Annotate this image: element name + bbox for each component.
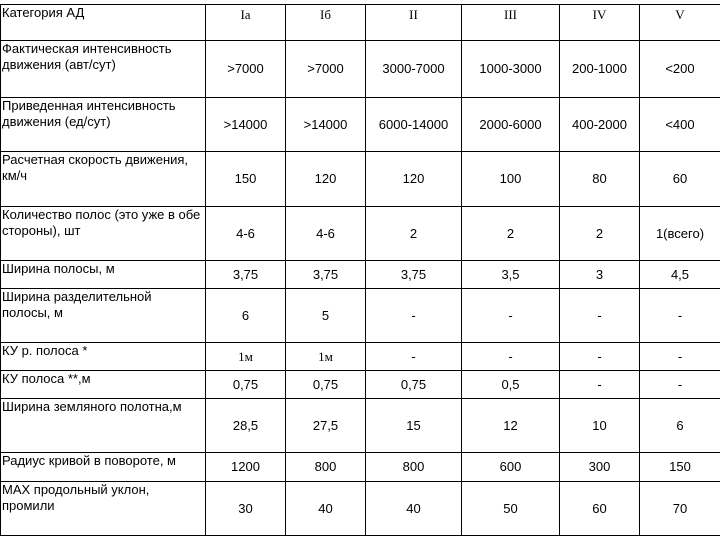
table-row [1, 207, 720, 261]
table-cell: 1(всего) [640, 207, 720, 261]
table-cell: 800 [286, 453, 366, 482]
table-cell: 300 [560, 453, 640, 482]
table-cell: 0,75 [286, 371, 366, 399]
table-cell: 0,75 [366, 371, 462, 399]
table-cell: 2 [462, 207, 560, 261]
table-row [1, 482, 720, 536]
table-cell: 3,75 [286, 261, 366, 289]
table-cell: 6000-14000 [366, 98, 462, 152]
table-cell: 80 [560, 152, 640, 207]
header-cell: IV [560, 5, 640, 41]
row-label: Ширина разделительной полосы, м [1, 289, 206, 343]
table-cell: >14000 [286, 98, 366, 152]
row-label: Ширина полосы, м [1, 261, 206, 289]
row-label: Фактическая интенсивность движения (авт/сут) [1, 41, 206, 98]
table-row [1, 261, 720, 289]
table-cell: 60 [640, 152, 720, 207]
table-cell: 40 [366, 482, 462, 536]
row-label: Расчетная скорость движения, км/ч [1, 152, 206, 207]
table-cell: 60 [560, 482, 640, 536]
table-cell: - [462, 343, 560, 371]
table-cell: 3000-7000 [366, 41, 462, 98]
table-cell: 1000-3000 [462, 41, 560, 98]
table-row [1, 399, 720, 453]
row-label: Радиус кривой в повороте, м [1, 453, 206, 482]
table-cell: <200 [640, 41, 720, 98]
table-cell: 3,5 [462, 261, 560, 289]
table-cell: 70 [640, 482, 720, 536]
table-cell: - [462, 289, 560, 343]
table-cell: 28,5 [206, 399, 286, 453]
table-cell: 6 [206, 289, 286, 343]
table-row [1, 343, 720, 371]
table-cell: 1м [286, 343, 366, 371]
row-label: КУ р. полоса * [1, 343, 206, 371]
table-row [1, 289, 720, 343]
table-row [1, 453, 720, 482]
table-cell: 800 [366, 453, 462, 482]
header-cell: III [462, 5, 560, 41]
table-cell: - [560, 343, 640, 371]
table-cell: - [560, 371, 640, 399]
table-cell: 100 [462, 152, 560, 207]
table-cell: 40 [286, 482, 366, 536]
row-label: Ширина земляного полотна,м [1, 399, 206, 453]
table-cell: 1200 [206, 453, 286, 482]
table-cell: 3,75 [366, 261, 462, 289]
table-row [1, 371, 720, 399]
table-cell: >14000 [206, 98, 286, 152]
table-cell: <400 [640, 98, 720, 152]
table-cell: 0,5 [462, 371, 560, 399]
header-cell: Iб [286, 5, 366, 41]
table-cell: 27,5 [286, 399, 366, 453]
table-cell: 4-6 [206, 207, 286, 261]
table-cell: 6 [640, 399, 720, 453]
table-cell: 600 [462, 453, 560, 482]
road-category-table [0, 4, 720, 536]
table-cell: 1м [206, 343, 286, 371]
table-cell: - [560, 289, 640, 343]
table-cell: 3,75 [206, 261, 286, 289]
table-cell: 120 [366, 152, 462, 207]
table-cell: 5 [286, 289, 366, 343]
header-cell: II [366, 5, 462, 41]
table-cell: - [640, 371, 720, 399]
table-cell: 3 [560, 261, 640, 289]
table-row [1, 41, 720, 98]
table-cell: 150 [640, 453, 720, 482]
table-cell: 15 [366, 399, 462, 453]
header-cell: V [640, 5, 720, 41]
table-cell: 10 [560, 399, 640, 453]
row-label: МАХ продольный уклон, промили [1, 482, 206, 536]
table-cell: 150 [206, 152, 286, 207]
table-cell: 400-2000 [560, 98, 640, 152]
table-cell: 2000-6000 [462, 98, 560, 152]
table-cell: 4-6 [286, 207, 366, 261]
table-cell: - [366, 289, 462, 343]
table-cell: 0,75 [206, 371, 286, 399]
header-cell: Ia [206, 5, 286, 41]
table-cell: 2 [560, 207, 640, 261]
header-cell: Категория АД [1, 5, 206, 41]
table-cell: >7000 [206, 41, 286, 98]
row-label: Приведенная интенсивность движения (ед/сут) [1, 98, 206, 152]
table-cell: 200-1000 [560, 41, 640, 98]
table-cell: - [640, 289, 720, 343]
table-cell: 30 [206, 482, 286, 536]
table-row [1, 98, 720, 152]
table-cell: 50 [462, 482, 560, 536]
table-cell: 2 [366, 207, 462, 261]
table-row [1, 152, 720, 207]
table-cell: 4,5 [640, 261, 720, 289]
row-label: Количество полос (это уже в обе стороны), шт [1, 207, 206, 261]
table-cell: 120 [286, 152, 366, 207]
row-label: КУ полоса **,м [1, 371, 206, 399]
table-cell: - [640, 343, 720, 371]
table-cell: >7000 [286, 41, 366, 98]
table-cell: 12 [462, 399, 560, 453]
table-header-row [1, 5, 720, 41]
table-cell: - [366, 343, 462, 371]
